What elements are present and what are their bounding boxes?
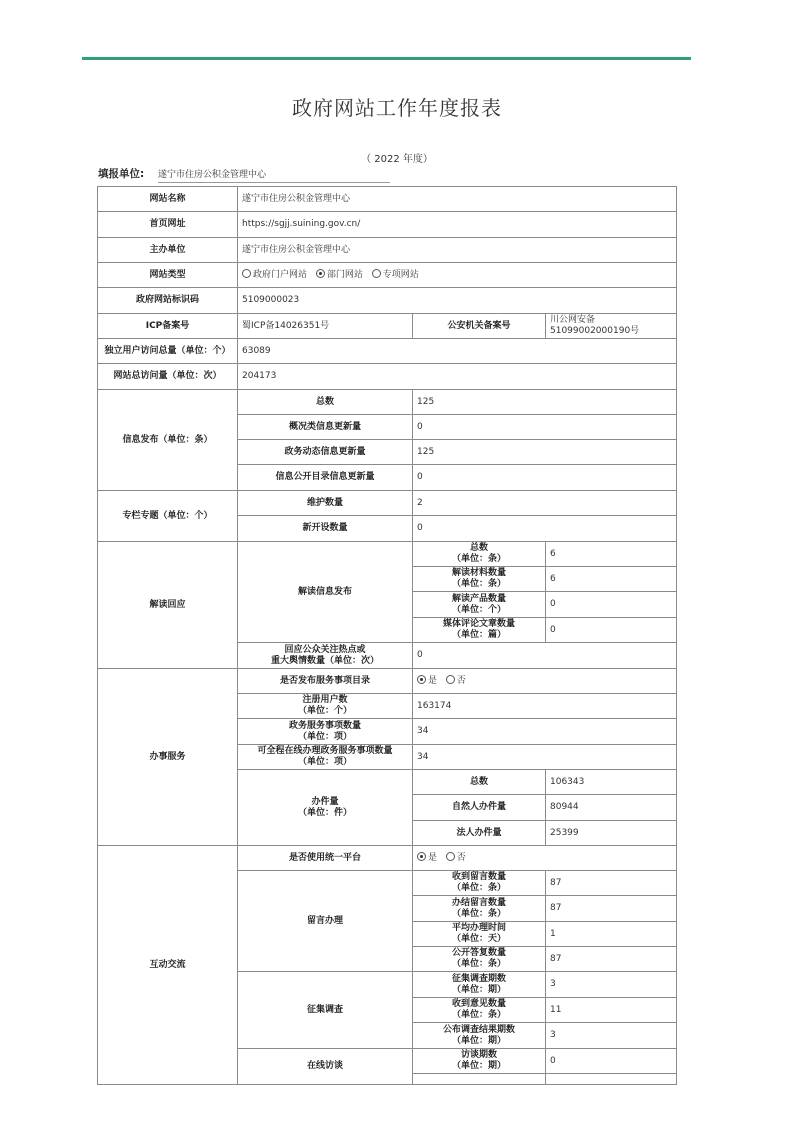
info-pub-item-label: 总数 [238, 390, 413, 415]
radio-checked-icon [417, 852, 426, 861]
empty-cell [546, 1074, 677, 1085]
report-table [97, 186, 677, 1085]
filling-unit-label: 填报单位: [98, 168, 145, 180]
service-case-value: 25399 [546, 821, 677, 846]
interaction-survey-item-value: 11 [546, 998, 677, 1023]
site-id-label: 政府网站标识码 [98, 288, 238, 314]
host-unit-value: 遂宁市住房公积金管理中心 [238, 238, 677, 263]
table-row [98, 212, 677, 238]
table-row [98, 390, 677, 415]
radio-unchecked-icon [446, 675, 455, 684]
interaction-platform-options [413, 846, 677, 871]
interpret-hot-value: 0 [413, 643, 677, 669]
service-items-value: 34 [413, 719, 677, 745]
info-pub-item-label: 政务动态信息更新量 [238, 440, 413, 465]
table-row [98, 364, 677, 390]
year-label: （ 2022 年度） [361, 154, 433, 165]
service-cases-label: 办件量 （单位：件） [238, 770, 413, 846]
interaction-msg-item-label: 公开答复数量 （单位：条） [413, 947, 546, 972]
interaction-survey-label: 征集调查 [238, 972, 413, 1049]
column-item-value: 2 [413, 491, 677, 516]
info-pub-item-value: 125 [413, 390, 677, 415]
site-name-value: 遂宁市住房公积金管理中心 [238, 187, 677, 212]
interaction-platform-no[interactable]: 否 [446, 853, 466, 863]
service-case-label: 自然人办件量 [413, 795, 546, 821]
icp-value: 蜀ICP备14026351号 [238, 314, 413, 339]
interaction-msg-item-value: 87 [546, 871, 677, 896]
interaction-msg-item-value: 87 [546, 896, 677, 922]
icp-label: ICP备案号 [98, 314, 238, 339]
site-type-option-portal[interactable]: 政府门户网站 [242, 270, 307, 280]
service-case-label: 法人办件量 [413, 821, 546, 846]
interaction-survey-item-value: 3 [546, 972, 677, 998]
interpret-item-value: 0 [546, 592, 677, 618]
pv-value: 204173 [238, 364, 677, 390]
interaction-survey-item-label: 收到意见数量 （单位：条） [413, 998, 546, 1023]
table-row [98, 339, 677, 364]
service-catalog-label: 是否发布服务事项目录 [238, 669, 413, 694]
top-divider [82, 57, 691, 60]
info-pub-item-label: 信息公开目录信息更新量 [238, 465, 413, 491]
interaction-survey-item-label: 征集调查期数 （单位：期） [413, 972, 546, 998]
interpret-pub-label: 解读信息发布 [238, 542, 413, 643]
site-type-option-department[interactable]: 部门网站 [316, 270, 363, 280]
service-catalog-no[interactable]: 否 [446, 676, 466, 686]
site-id-value: 5109000023 [238, 288, 677, 314]
table-row [98, 314, 677, 339]
interpret-item-value: 6 [546, 567, 677, 592]
filling-unit-value: 遂宁市住房公积金管理中心 [158, 167, 390, 183]
host-unit-label: 主办单位 [98, 238, 238, 263]
radio-unchecked-icon [372, 269, 381, 278]
interpret-item-label: 解读材料数量 （单位：条） [413, 567, 546, 592]
interaction-msg-item-value: 1 [546, 922, 677, 947]
site-type-option-special[interactable]: 专项网站 [372, 270, 419, 280]
interaction-interview-label: 在线访谈 [238, 1049, 413, 1085]
interaction-platform-yes[interactable]: 是 [417, 853, 437, 863]
uv-label: 独立用户访问总量（单位：个） [98, 339, 238, 364]
service-label: 办事服务 [98, 669, 238, 846]
column-item-value: 0 [413, 516, 677, 542]
info-pub-item-value: 125 [413, 440, 677, 465]
column-label: 专栏专题（单位：个） [98, 491, 238, 542]
interaction-msg-item-label: 收到留言数量 （单位：条） [413, 871, 546, 896]
service-catalog-options [413, 669, 677, 694]
table-row [98, 238, 677, 263]
interpret-item-label: 总数 （单位：条） [413, 542, 546, 567]
radio-checked-icon [417, 675, 426, 684]
interaction-platform-label: 是否使用统一平台 [238, 846, 413, 871]
interaction-msg-item-value: 87 [546, 947, 677, 972]
table-row [98, 846, 677, 871]
service-case-value: 106343 [546, 770, 677, 795]
service-case-label: 总数 [413, 770, 546, 795]
interaction-interview-item-label: 访谈期数 （单位：期） [413, 1049, 546, 1074]
service-online-label: 可全程在线办理政务服务事项数量 （单位：项） [238, 745, 413, 770]
service-online-value: 34 [413, 745, 677, 770]
table-row [98, 491, 677, 516]
empty-cell [413, 1074, 546, 1085]
police-value: 川公网安备 51099002000190号 [546, 314, 677, 339]
service-users-label: 注册用户数 （单位：个） [238, 694, 413, 719]
pv-label: 网站总访问量（单位：次） [98, 364, 238, 390]
site-name-label: 网站名称 [98, 187, 238, 212]
column-item-label: 维护数量 [238, 491, 413, 516]
interpret-item-label: 解读产品数量 （单位：个） [413, 592, 546, 618]
interaction-msg-item-label: 平均办理时间 （单位：天） [413, 922, 546, 947]
police-label: 公安机关备案号 [413, 314, 546, 339]
home-url-value: https://sgjj.suining.gov.cn/ [238, 212, 677, 238]
service-catalog-yes[interactable]: 是 [417, 676, 437, 686]
service-case-value: 80944 [546, 795, 677, 821]
info-pub-label: 信息发布（单位：条） [98, 390, 238, 491]
interpret-item-label: 媒体评论文章数量 （单位：篇） [413, 618, 546, 643]
site-type-label: 网站类型 [98, 263, 238, 288]
info-pub-item-value: 0 [413, 415, 677, 440]
page-title: 政府网站工作年度报表 [292, 96, 502, 120]
service-users-value: 163174 [413, 694, 677, 719]
interaction-survey-item-value: 3 [546, 1023, 677, 1049]
home-url-label: 首页网址 [98, 212, 238, 238]
radio-unchecked-icon [242, 269, 251, 278]
site-type-options [238, 263, 677, 288]
table-row [98, 263, 677, 288]
interpret-label: 解读回应 [98, 542, 238, 669]
uv-value: 63089 [238, 339, 677, 364]
radio-unchecked-icon [446, 852, 455, 861]
table-row [98, 187, 677, 212]
column-item-label: 新开设数量 [238, 516, 413, 542]
interpret-item-value: 6 [546, 542, 677, 567]
interpret-hot-label: 回应公众关注热点或 重大舆情数量（单位：次） [238, 643, 413, 669]
radio-checked-icon [316, 269, 325, 278]
interaction-label: 互动交流 [98, 846, 238, 1085]
interaction-msg-item-label: 办结留言数量 （单位：条） [413, 896, 546, 922]
interaction-survey-item-label: 公布调查结果期数 （单位：期） [413, 1023, 546, 1049]
interaction-interview-item-value: 0 [546, 1049, 677, 1074]
info-pub-item-value: 0 [413, 465, 677, 491]
interaction-msg-label: 留言办理 [238, 871, 413, 972]
info-pub-item-label: 概况类信息更新量 [238, 415, 413, 440]
service-items-label: 政务服务事项数量 （单位：项） [238, 719, 413, 745]
interpret-item-value: 0 [546, 618, 677, 643]
table-row [98, 542, 677, 567]
table-row [98, 288, 677, 314]
table-row [98, 669, 677, 694]
